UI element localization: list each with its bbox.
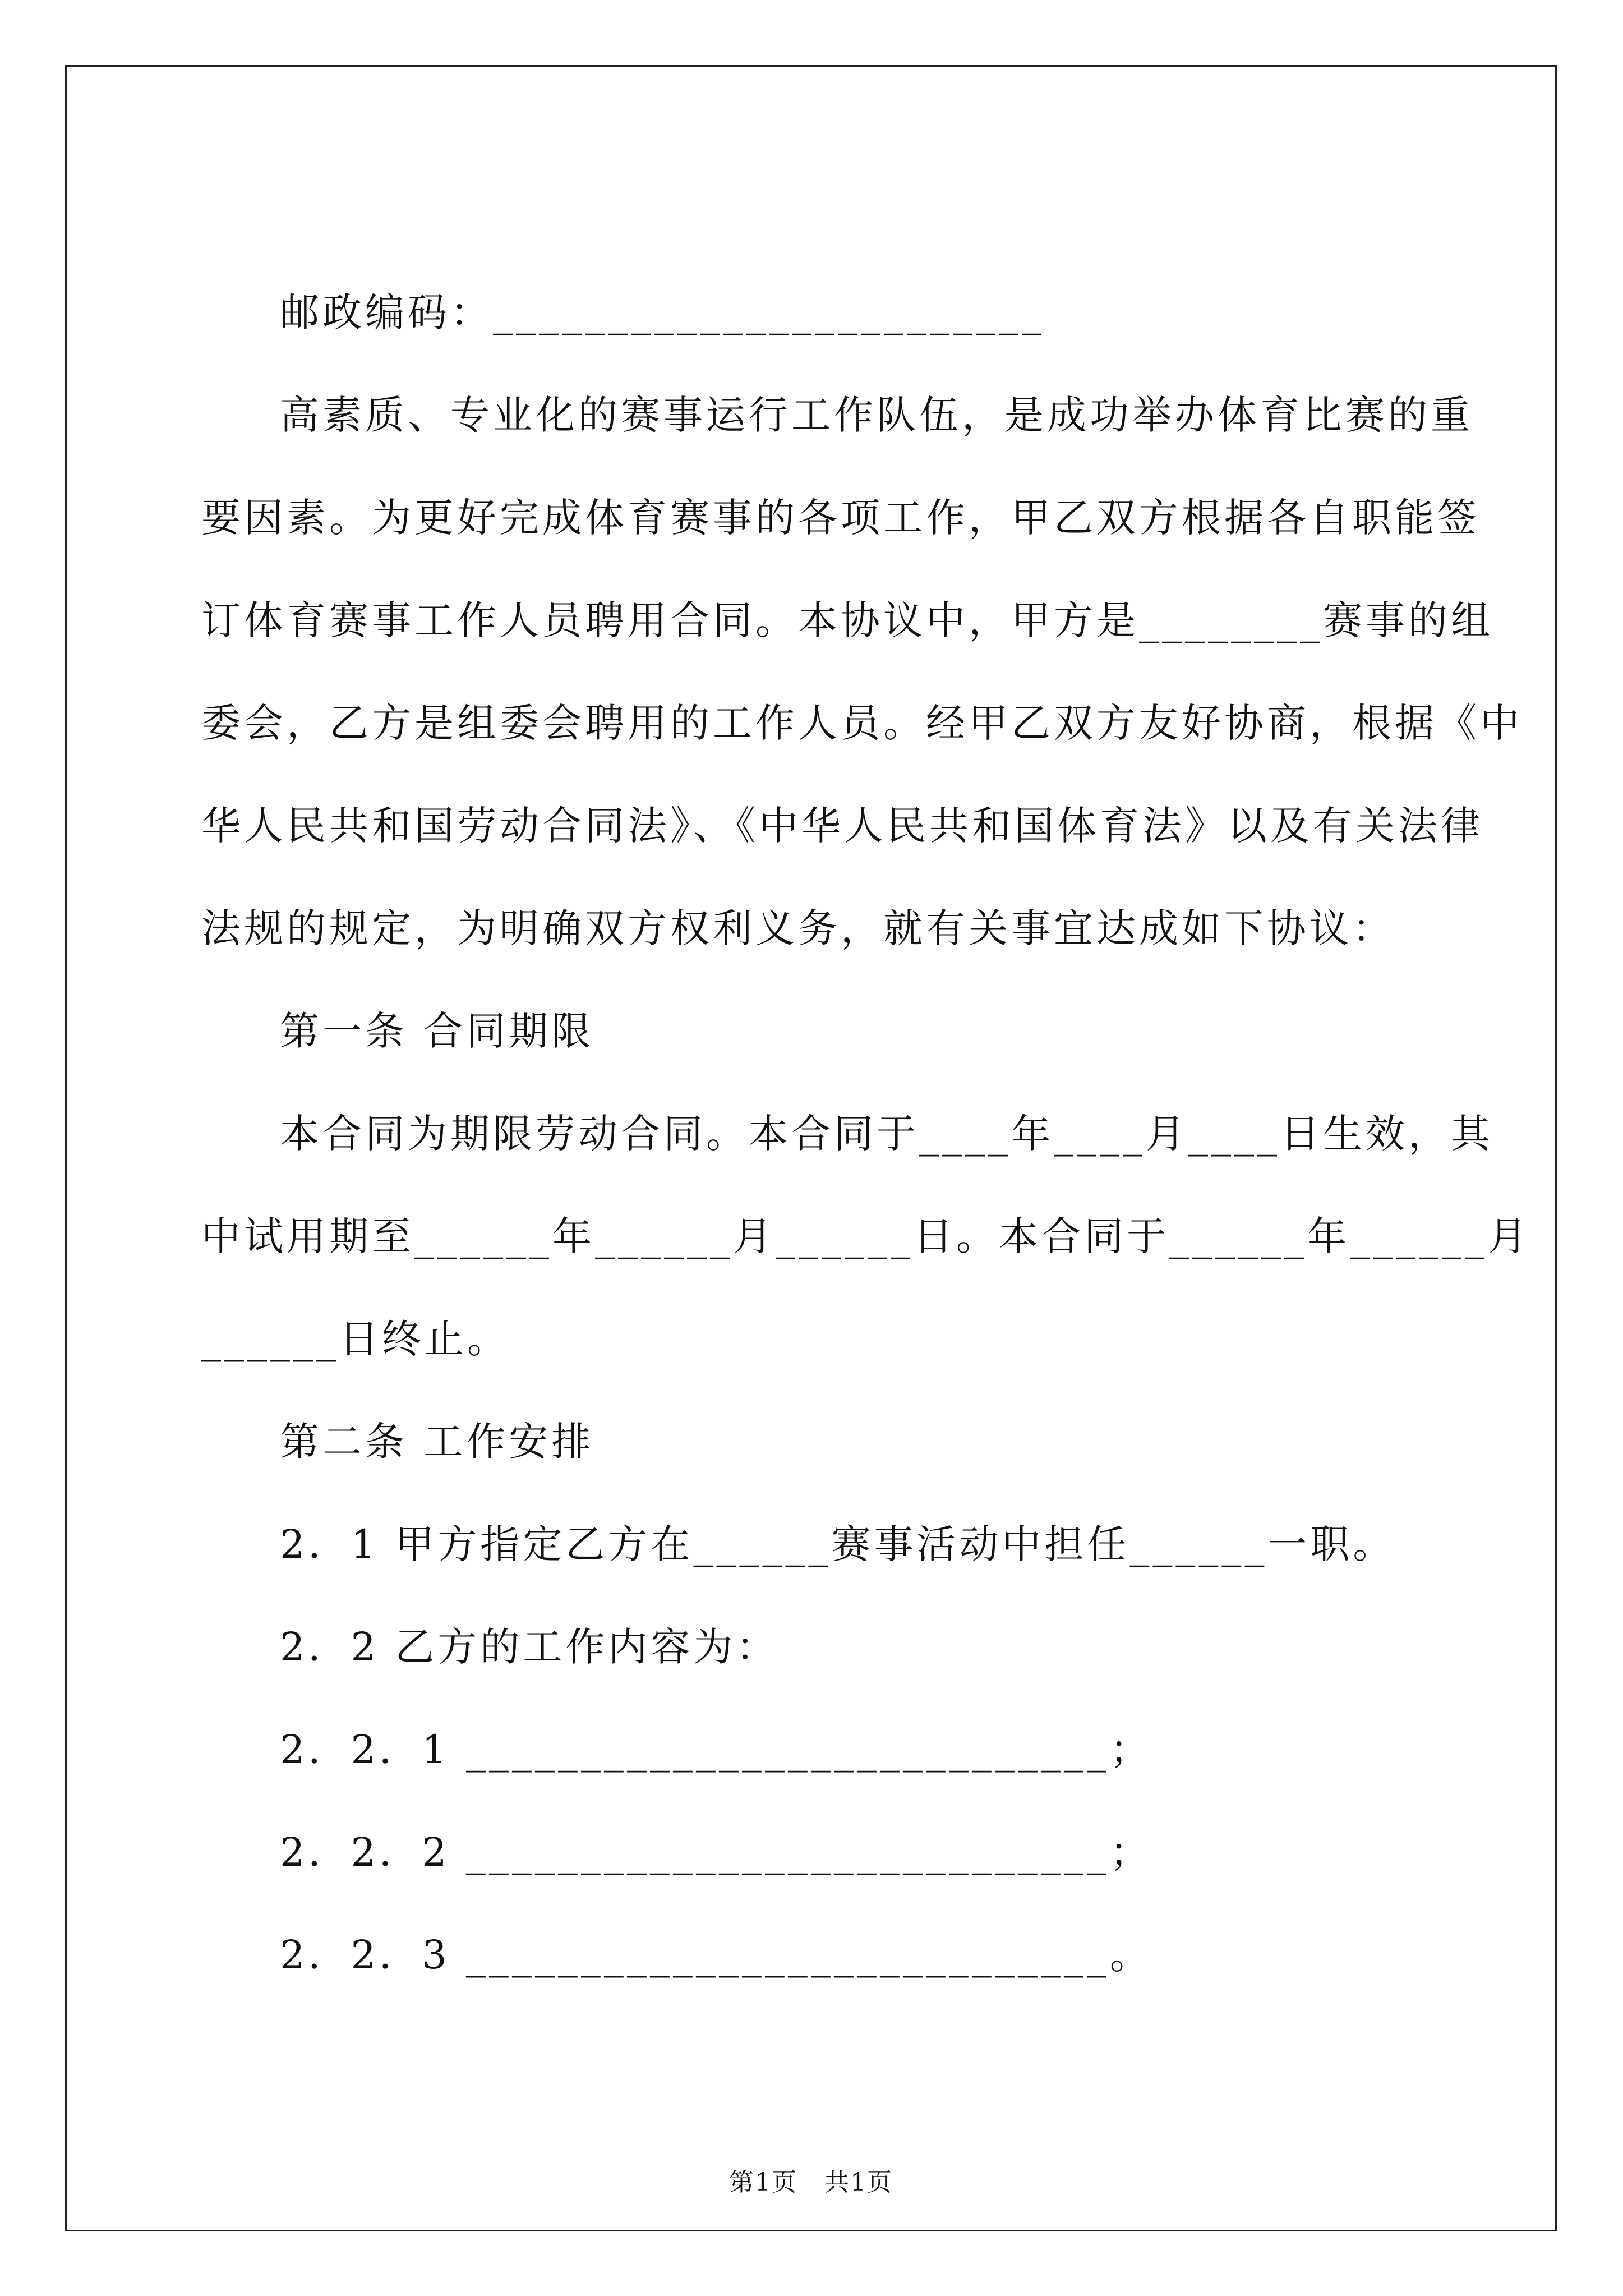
paragraph-line: 委会，乙方是组委会聘用的工作人员。经甲乙双方友好协商，根据《中 — [201, 700, 1523, 746]
paragraph-line: 要因素。为更好完成体育赛事的各项工作，甲乙双方根据各自职能签 — [201, 495, 1480, 541]
postal-code-line: 邮政编码：________________________ — [280, 289, 1045, 335]
clause-line: 2．2．1 ____________________________； — [280, 1727, 1152, 1773]
paragraph-line: 华人民共和国劳动合同法》、《中华人民共和国体育法》以及有关法律 — [201, 803, 1483, 849]
paragraph-line: 本合同为期限劳动合同。本合同于____年____月____日生效，其 — [280, 1111, 1493, 1157]
paragraph-line: 中试用期至______年______月______日。本合同于______年______月 — [201, 1213, 1530, 1259]
paragraph-line: 法规的规定，为明确双方权利义务，就有关事宜达成如下协议： — [201, 905, 1395, 951]
page-number: 第1页 共1页 — [729, 2168, 893, 2197]
article-heading: 第二条 工作安排 — [280, 1419, 594, 1465]
clause-line: 2．2．3 ____________________________。 — [280, 1932, 1152, 1978]
page-frame — [65, 65, 1557, 2231]
paragraph-line: 高素质、专业化的赛事运行工作队伍，是成功举办体育比赛的重 — [280, 392, 1473, 438]
clause-line: 2．2．2 ____________________________； — [280, 1829, 1152, 1875]
paragraph-line: 订体育赛事工作人员聘用合同。本协议中，甲方是________赛事的组 — [201, 597, 1493, 643]
paragraph-line: ______日终止。 — [201, 1316, 510, 1362]
clause-line: 2．1 甲方指定乙方在______赛事活动中担任______一职。 — [280, 1521, 1396, 1567]
article-heading: 第一条 合同期限 — [280, 1008, 594, 1054]
clause-line: 2．2 乙方的工作内容为： — [280, 1624, 779, 1670]
